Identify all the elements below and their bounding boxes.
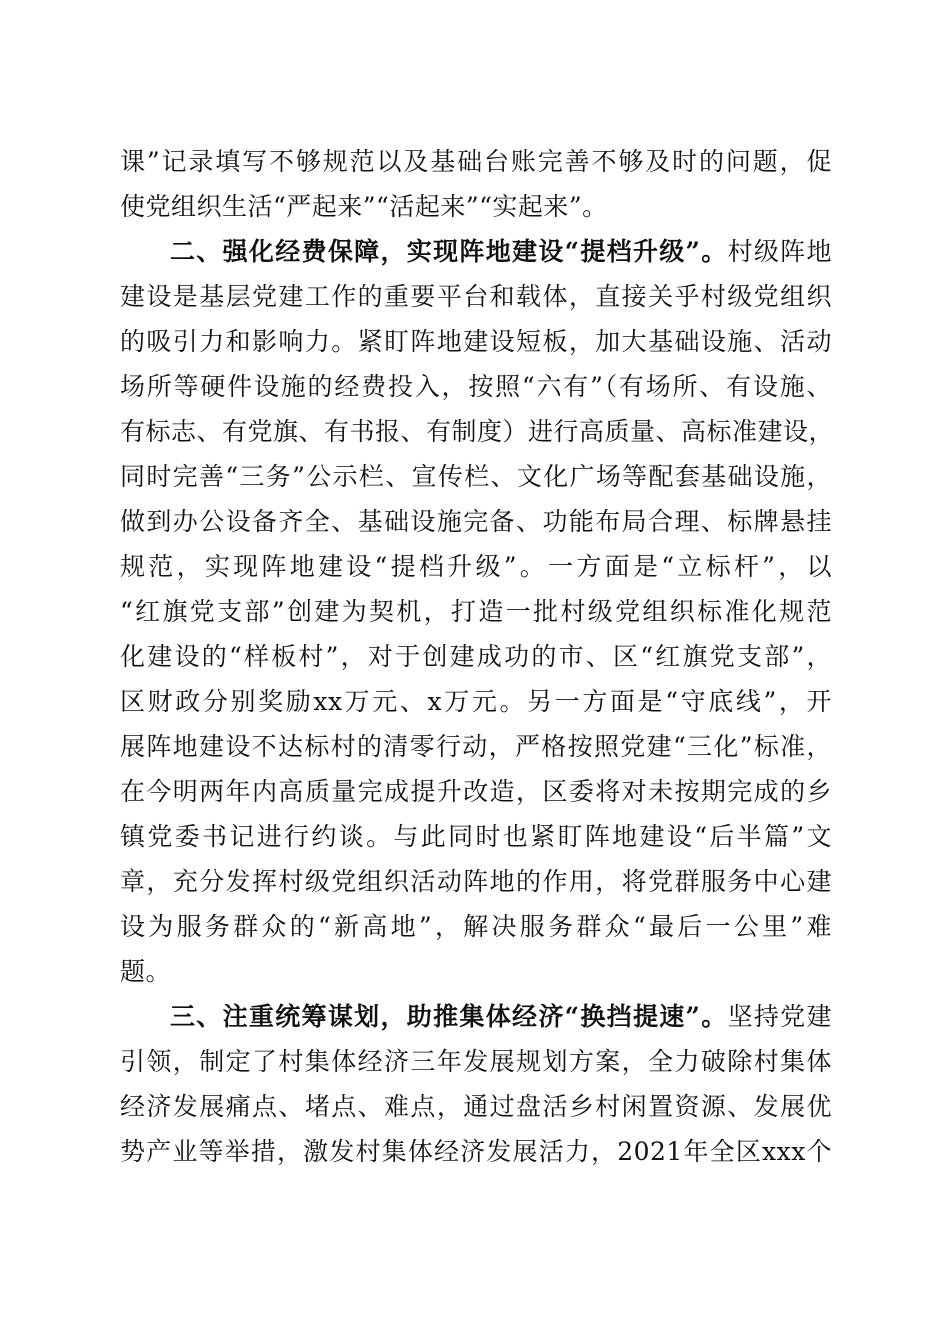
paragraph-text: 坚持党建 bbox=[727, 1002, 832, 1031]
paragraph-line: 经济发展痛点、堵点、难点，通过盘活乡村闲置资源、发展优 bbox=[120, 1092, 832, 1121]
paragraph-line: 化建设的“样板村”，对于创建成功的市、区“红旗党支部”， bbox=[120, 642, 832, 671]
section-heading-line bbox=[170, 997, 832, 1037]
section-heading: 二、强化经费保障，实现阵地建设“提档升级”。 bbox=[170, 237, 728, 266]
paragraph-line: 使党组织生活“严起来”“活起来”“实起来”。 bbox=[120, 192, 608, 221]
paragraph-text: 村级阵地 bbox=[727, 237, 832, 266]
paragraph-line: 展阵地建设不达标村的清零行动，严格按照党建“三化”标准， bbox=[120, 732, 832, 761]
paragraph-line: 同时完善“三务”公示栏、宣传栏、文化广场等配套基础设施， bbox=[120, 462, 832, 491]
paragraph-line: 引领，制定了村集体经济三年发展规划方案，全力破除村集体 bbox=[120, 1047, 832, 1076]
paragraph-line: 镇党委书记进行约谈。与此同时也紧盯阵地建设“后半篇”文 bbox=[120, 822, 832, 851]
paragraph-line: 题。 bbox=[120, 957, 172, 986]
paragraph-line: 做到办公设备齐全、基础设施完备、功能布局合理、标牌悬挂 bbox=[120, 507, 832, 536]
paragraph-line: 章，充分发挥村级党组织活动阵地的作用，将党群服务中心建 bbox=[120, 867, 832, 896]
paragraph-line: 区财政分别奖励xx万元、x万元。另一方面是“守底线”，开 bbox=[120, 687, 832, 716]
paragraph-line: 规范，实现阵地建设“提档升级”。一方面是“立标杆”，以 bbox=[120, 552, 832, 581]
paragraph-line: 有标志、有党旗、有书报、有制度）进行高质量、高标准建设， bbox=[120, 417, 835, 446]
section-heading: 三、注重统筹谋划，助推集体经济“换挡提速”。 bbox=[170, 1002, 728, 1031]
paragraph-line: 的吸引力和影响力。紧盯阵地建设短板，加大基础设施、活动 bbox=[120, 327, 832, 356]
paragraph-line: 在今明两年内高质量完成提升改造，区委将对未按期完成的乡 bbox=[120, 777, 832, 806]
paragraph-line: 设为服务群众的“新高地”，解决服务群众“最后一公里”难 bbox=[120, 912, 832, 941]
paragraph-line: “红旗党支部”创建为契机，打造一批村级党组织标准化规范 bbox=[120, 597, 832, 626]
paragraph-line: 建设是基层党建工作的重要平台和载体，直接关乎村级党组织 bbox=[120, 282, 832, 311]
paragraph-line: 势产业等举措，激发村集体经济发展活力，2021年全区xxx个 bbox=[120, 1137, 832, 1166]
paragraph-line: 课”记录填写不够规范以及基础台账完善不够及时的问题，促 bbox=[120, 147, 832, 176]
section-heading-line bbox=[170, 232, 832, 272]
paragraph-line: 场所等硬件设施的经费投入，按照“六有”（有场所、有设施、 bbox=[120, 372, 832, 401]
